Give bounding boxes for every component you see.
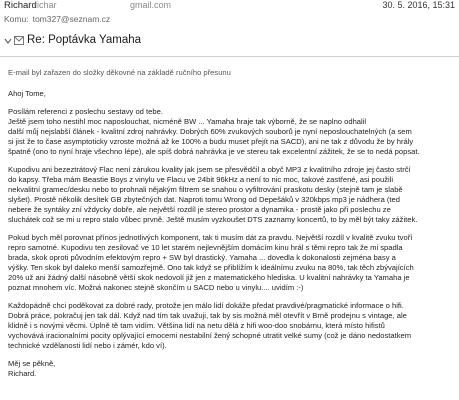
body-line: nekvalitní gramec/desku nebo to prohnali nějakým filtrem se snahou o vyfiltrování praskotu desky (stejně tam je slabě [8, 185, 403, 194]
body-line: do kapsy. Třeba mám Beastie Boys z vinylu ve Flacu ve 24bit 96kHz a není to nic moc, takové zastřené, asi použili [8, 175, 394, 184]
body-line: další můj nejslabší článek - kvalitní zdroj nahrávky. Dobrých 60% zvukových souborů je nyní neposlouchatelných (a sem [8, 127, 412, 136]
body-line: 20% už ani žádný další násobně větší skok nedovolí již jen z matematického hlediska. U kvalitní nahrávky ta Yamaha je [8, 273, 410, 282]
sender-name[interactable]: Richard [4, 0, 37, 11]
body-line: poznat mnohem víc. Možná nakonec stejně skončím u SACD nebo u vinylu.... uvidím :-) [8, 283, 304, 292]
signoff-line: Měj se pěkně, [8, 359, 56, 368]
signature-name: Richard. [8, 369, 37, 378]
recipient-row [4, 14, 114, 24]
body-line: nebere že syntáky zní vždycky dobře, ale největší rozdíl je stereo prostor a dynamika - prostě jako při poslechu ze [8, 205, 391, 214]
body-line: slyšet). Prostě několik desítek GB zbytečných dat. Naproti tomu Wrong od Depešáků v 320kbps mp3 je nádhera (ted [8, 195, 400, 204]
folder-notice: E-mail byl zařazen do složky děkovné na základě ručního přesunu [8, 68, 231, 77]
body-line: repro samotné. Kupodivu ten zesilovač ve 10 let starém nejlevnějším domácím kinu hrál s těmi repro tak že mi spadla [8, 243, 403, 252]
body-paragraph-2 [8, 165, 456, 225]
recipient-label: Komu: [4, 14, 29, 24]
body-signoff [8, 359, 456, 379]
body-line: Ještě jsem toho nestihl moc naposlouchat, nicméně BW ... Yamaha hraje tak výborně, že se naplno odhalil [8, 117, 367, 126]
body-line: technické vzdělanosti lidí nebo i zámér, kdo ví). [8, 341, 167, 350]
sender-email[interactable]: richar [34, 0, 57, 10]
body-line: sluchátek což se mi u repro stalo vůbec prvně. Ještě musím vyzkoušet DTS zaznamy koncertů, to by měl být taky zážitek. [8, 215, 418, 224]
body-line: brada, skok oproti původním efektovým repro + SW byl drastický. Yamaha ... dovedla k dokonalosti zejména basy a [8, 253, 396, 262]
body-paragraph-1 [8, 107, 456, 157]
chevron-down-icon[interactable] [4, 37, 12, 45]
subject-row [0, 34, 459, 50]
body-line: klidně i s novými věcmi. Úplně tě tam vidím. Většina lidí na netu dělá z hifi woo-doo snobárnu, která místo hifistů [8, 321, 385, 330]
body-line: si jist že to čase asymptoticky vzroste možná až ke 100% a budu muset přejít na SACD), ani ne tak z důvodu že by hrály [8, 137, 414, 146]
message-body [8, 89, 456, 379]
header-divider [0, 56, 459, 57]
body-line: špatně (ono to nyní hraje všechno lépe), ale spíš dobrá nahrávka je ve stereu tak excelentní zážitek, že se to nedá popsat. [8, 147, 420, 156]
sender-email-domain[interactable]: gmail.com [130, 0, 172, 10]
body-line: Každopádně chci poděkovat za dobré rady, protože jen málo lidí dokáže předat pravdivé/pragmatické informace o hifi. [8, 301, 404, 310]
body-line: Kupodivu ani bezeztrátový Flac není zárukou kvality jak jsem se přesvědčil a obyč MP3 z kvalitního zdroje jej často strčí [8, 165, 411, 174]
body-line: Pokud bych měl porovnat přínos jednotlivých komponent, tak ti musím dát za pravdu. Největší rozdíl v kvalitě zvuku tvoří [8, 233, 413, 242]
envelope-icon [14, 36, 24, 45]
body-line: výšky. Ten skok byl daleko menší samozřejmě. Ono tak když se přiblížím k ideálnímu zvuku na 80%, tak těch zbývajících [8, 263, 414, 272]
body-line: Posílám referenci z poslechu sestavy od tebe. [8, 107, 163, 116]
body-line: Dobrá práce, pokračuj jen tak dál. Když nad tím tak uvažuji, tak by sis možná měl otevřít v Brně prodejnu s vintage, ale [8, 311, 407, 320]
body-paragraph-4 [8, 301, 456, 351]
message-date: 30. 5. 2016, 15:31 [382, 0, 455, 10]
body-greeting: Ahoj Tome, [8, 89, 46, 98]
body-line: vychovává iracionalními pocity oplývající emocemi nestabilní žený schopné utratit velké sumy (což je dáno nedostatkem [8, 331, 412, 340]
recipient-address[interactable]: tom327@seznam.cz [32, 14, 111, 24]
message-subject: Re: Poptávka Yamaha [27, 34, 142, 46]
message-header-sender [0, 0, 459, 11]
body-paragraph-3 [8, 233, 456, 293]
